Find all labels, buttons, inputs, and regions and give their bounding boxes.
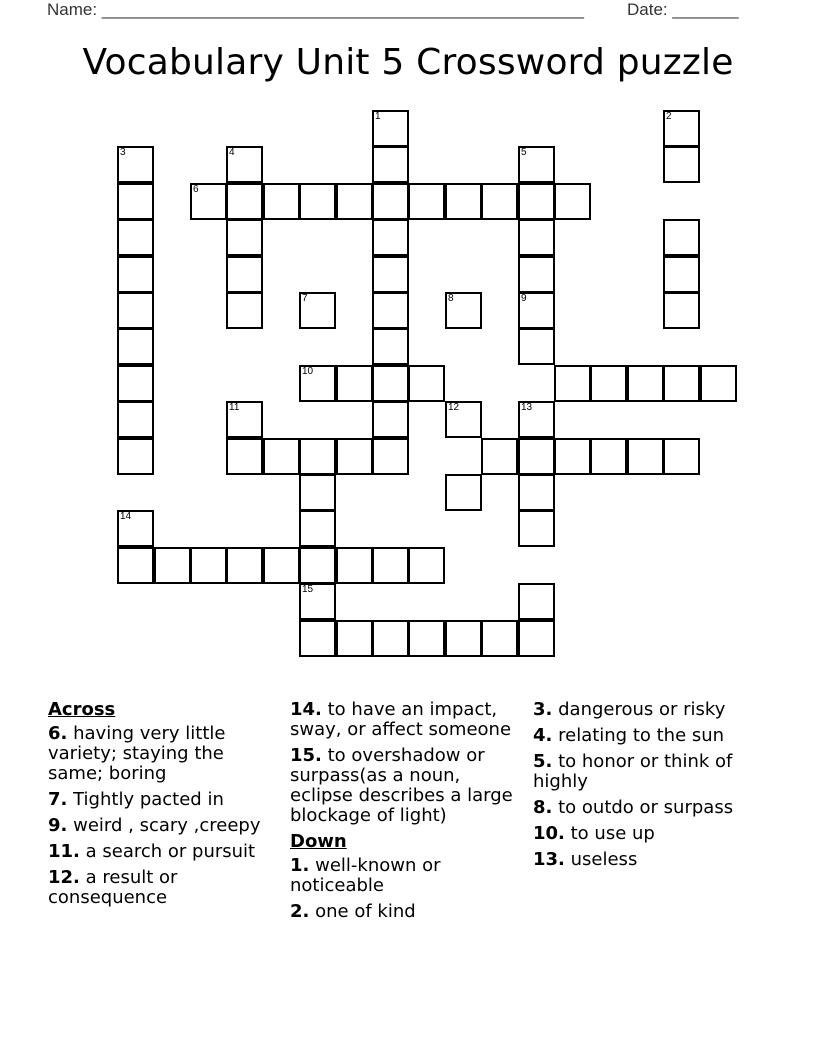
crossword-cell[interactable]	[299, 547, 336, 584]
clue-across-9: 9. weird , scary ,creepy	[48, 815, 261, 836]
crossword-cell[interactable]	[299, 474, 336, 511]
crossword-cell[interactable]	[117, 183, 154, 220]
clue-across-7: 7. Tightly pacted in	[48, 789, 224, 810]
crossword-cell[interactable]	[445, 401, 482, 438]
crossword-cell[interactable]	[700, 365, 737, 402]
crossword-cell[interactable]	[372, 547, 409, 584]
crossword-cell[interactable]	[190, 183, 227, 220]
crossword-cell[interactable]	[226, 219, 263, 256]
clue-down-4: 4. relating to the sun	[533, 725, 725, 746]
crossword-cell[interactable]	[372, 365, 409, 402]
crossword-cell[interactable]	[590, 365, 627, 402]
crossword-cell[interactable]	[299, 583, 336, 620]
crossword-cell[interactable]	[117, 328, 154, 365]
cell-number: 7	[302, 293, 308, 304]
crossword-cell[interactable]	[518, 474, 555, 511]
across-heading: Across	[48, 699, 116, 720]
crossword-cell[interactable]	[518, 183, 555, 220]
clue-down-1: 1. well-known or noticeable	[290, 855, 441, 896]
crossword-cell[interactable]	[663, 110, 700, 147]
cell-number: 6	[193, 184, 199, 195]
cell-number: 12	[448, 402, 460, 413]
crossword-cell[interactable]	[372, 620, 409, 657]
clue-across-15: 15. to overshadow or surpass(as a noun, eclipse describes a large blockage of light)	[290, 745, 513, 826]
crossword-cell[interactable]	[554, 438, 591, 475]
crossword-cell[interactable]	[117, 256, 154, 293]
crossword-cell[interactable]	[154, 547, 191, 584]
crossword-cell[interactable]	[372, 256, 409, 293]
crossword-cell[interactable]	[481, 620, 518, 657]
clue-across-14: 14. to have an impact, sway, or affect someone	[290, 699, 512, 740]
clue-down-8: 8. to outdo or surpass	[533, 797, 734, 818]
crossword-cell[interactable]	[518, 146, 555, 183]
crossword-cell[interactable]	[518, 292, 555, 329]
crossword-cell[interactable]	[117, 438, 154, 475]
crossword-cell[interactable]	[117, 547, 154, 584]
cell-number: 2	[666, 111, 672, 122]
clue-across-11: 11. a search or pursuit	[48, 841, 256, 862]
crossword-cell[interactable]	[226, 438, 263, 475]
crossword-cell[interactable]	[445, 620, 482, 657]
crossword-cell[interactable]	[117, 146, 154, 183]
crossword-cell[interactable]	[518, 620, 555, 657]
clue-across-6: 6. having very little variety; staying the same; boring	[48, 723, 226, 784]
clue-across-12: 12. a result or consequence	[48, 867, 178, 908]
crossword-cell[interactable]	[299, 438, 336, 475]
crossword-cell[interactable]	[226, 547, 263, 584]
crossword-cell[interactable]	[117, 365, 154, 402]
crossword-cell[interactable]	[590, 438, 627, 475]
crossword-cell[interactable]	[336, 547, 373, 584]
crossword-cell[interactable]	[445, 474, 482, 511]
crossword-cell[interactable]	[518, 583, 555, 620]
clue-down-13: 13. useless	[533, 849, 638, 870]
crossword-cell[interactable]	[299, 365, 336, 402]
crossword-cell[interactable]	[263, 438, 300, 475]
crossword-cell[interactable]	[663, 292, 700, 329]
crossword-cell[interactable]	[117, 292, 154, 329]
crossword-cell[interactable]	[336, 183, 373, 220]
crossword-cell[interactable]	[226, 183, 263, 220]
name-field: Name: ___________________________________________________	[47, 0, 584, 19]
clues-column-3	[533, 700, 763, 876]
crossword-cell[interactable]	[518, 328, 555, 365]
clue-down-2: 2. one of kind	[290, 901, 416, 922]
down-heading: Down	[290, 831, 347, 852]
crossword-cell[interactable]	[372, 292, 409, 329]
crossword-cell[interactable]	[117, 510, 154, 547]
crossword-cell[interactable]	[663, 219, 700, 256]
crossword-cell[interactable]	[263, 183, 300, 220]
cell-number: 4	[229, 147, 235, 158]
cell-number: 11	[229, 402, 240, 413]
date-field: Date: _______	[627, 0, 739, 19]
crossword-cell[interactable]	[336, 620, 373, 657]
crossword-cell[interactable]	[627, 365, 664, 402]
cell-number: 10	[302, 366, 314, 377]
crossword-cell[interactable]	[336, 365, 373, 402]
cell-number: 8	[448, 293, 454, 304]
crossword-cell[interactable]	[117, 219, 154, 256]
crossword-cell[interactable]	[518, 438, 555, 475]
clue-down-5: 5. to honor or think of highly	[533, 751, 733, 792]
crossword-cell[interactable]	[518, 401, 555, 438]
crossword-cell[interactable]	[226, 401, 263, 438]
cell-number: 13	[521, 402, 533, 413]
crossword-cell[interactable]	[299, 292, 336, 329]
crossword-cell[interactable]	[518, 256, 555, 293]
crossword-cell[interactable]	[518, 219, 555, 256]
clues-column-1	[48, 700, 278, 914]
crossword-cell[interactable]	[445, 292, 482, 329]
crossword-cell[interactable]	[445, 183, 482, 220]
crossword-cell[interactable]	[372, 146, 409, 183]
crossword-cell[interactable]	[190, 547, 227, 584]
crossword-cell[interactable]	[372, 401, 409, 438]
crossword-cell[interactable]	[336, 438, 373, 475]
crossword-cell[interactable]	[663, 146, 700, 183]
cell-number: 14	[120, 511, 132, 522]
crossword-cell[interactable]	[226, 146, 263, 183]
crossword-cell[interactable]	[663, 256, 700, 293]
crossword-cell[interactable]	[372, 328, 409, 365]
crossword-cell[interactable]	[518, 510, 555, 547]
cell-number: 9	[521, 293, 527, 304]
crossword-cell[interactable]	[627, 438, 664, 475]
cell-number: 5	[521, 147, 527, 158]
cell-number: 15	[302, 584, 314, 595]
crossword-cell[interactable]	[408, 365, 445, 402]
crossword-cell[interactable]	[299, 620, 336, 657]
crossword-cell[interactable]	[554, 183, 591, 220]
clue-down-10: 10. to use up	[533, 823, 655, 844]
crossword-cell[interactable]	[408, 183, 445, 220]
crossword-cell[interactable]	[481, 183, 518, 220]
page-title: Vocabulary Unit 5 Crossword puzzle	[82, 42, 734, 83]
crossword-cell[interactable]	[263, 547, 300, 584]
crossword-cell[interactable]	[481, 438, 518, 475]
crossword-cell[interactable]	[408, 547, 445, 584]
crossword-cell[interactable]	[226, 292, 263, 329]
crossword-cell[interactable]	[372, 183, 409, 220]
crossword-cell[interactable]	[372, 110, 409, 147]
crossword-cell[interactable]	[663, 365, 700, 402]
crossword-cell[interactable]	[663, 438, 700, 475]
crossword-cell[interactable]	[372, 219, 409, 256]
clue-down-3: 3. dangerous or risky	[533, 699, 726, 720]
crossword-cell[interactable]	[372, 438, 409, 475]
crossword-cell[interactable]	[554, 365, 591, 402]
cell-number: 1	[375, 111, 381, 122]
clues-column-2	[290, 700, 525, 928]
cell-number: 3	[120, 147, 126, 158]
crossword-cell[interactable]	[408, 620, 445, 657]
crossword-cell[interactable]	[299, 510, 336, 547]
crossword-cell[interactable]	[117, 401, 154, 438]
crossword-cell[interactable]	[226, 256, 263, 293]
crossword-cell[interactable]	[299, 183, 336, 220]
